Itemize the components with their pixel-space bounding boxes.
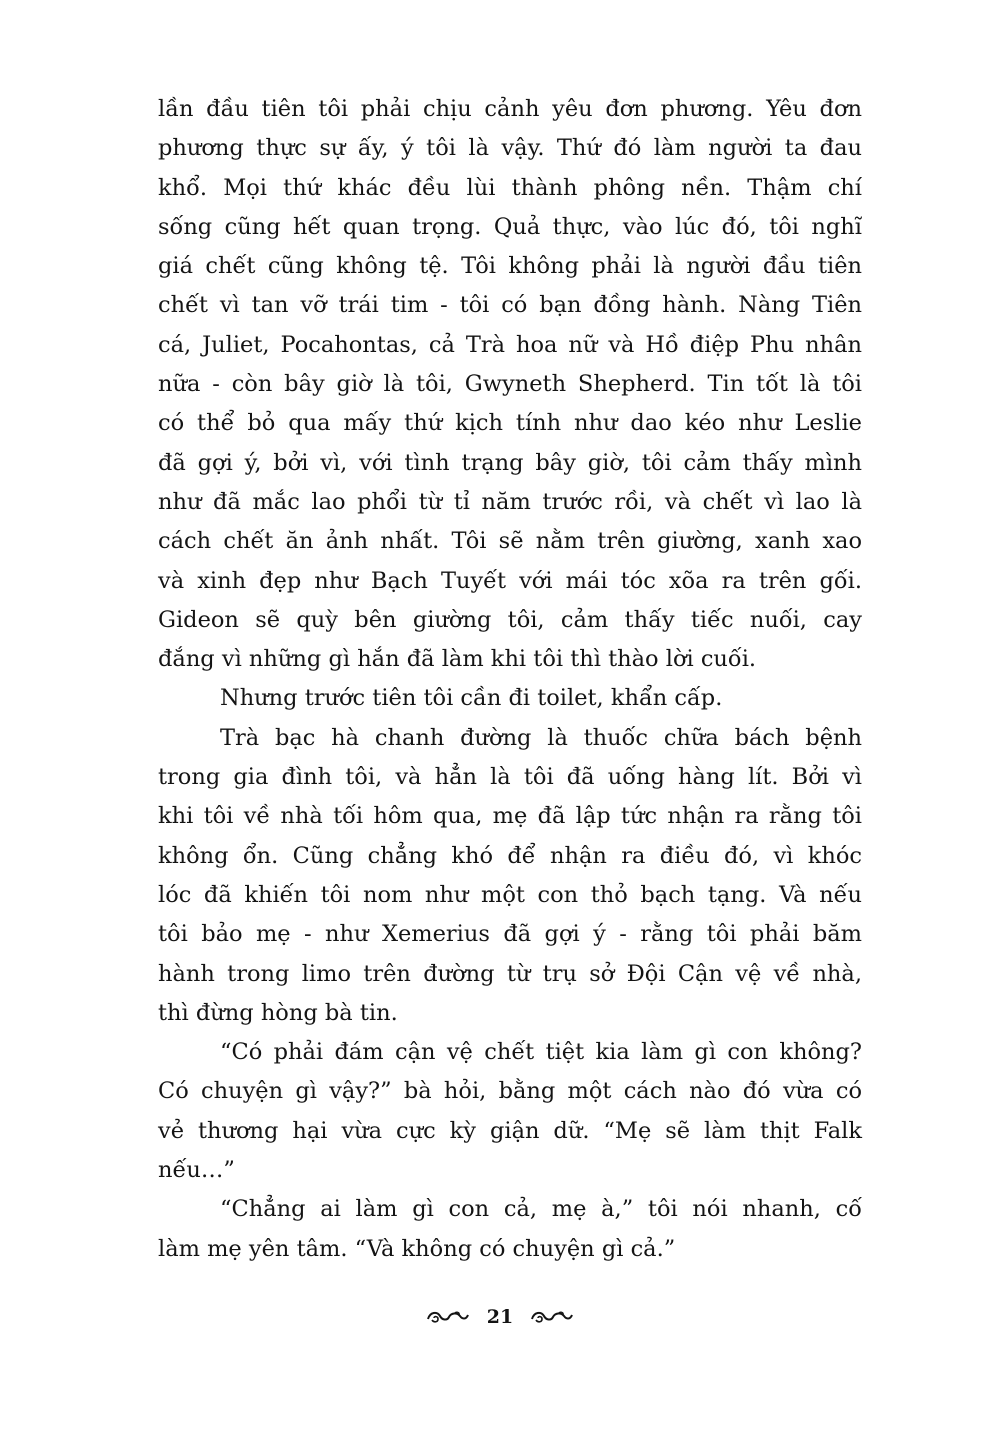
paragraph-first-line: “Có phải đám cận vệ chết tiệt kia làm gì con không? — [220, 1039, 862, 1066]
text-line: lần đầu tiên tôi phải chịu cảnh yêu đơn phương. Yêu đơn — [158, 96, 862, 122]
paragraph-first-line: Trà bạc hà chanh đường là thuốc chữa bách bệnh — [220, 724, 862, 751]
scroll-ornament-icon — [530, 1309, 574, 1325]
text-line: nữa - còn bây giờ là tôi, Gwyneth Shepherd. Tin tốt là tôi — [158, 371, 862, 398]
text-line: khi tôi về nhà tối hôm qua, mẹ đã lập tức nhận ra rằng tôi — [158, 803, 862, 830]
text-line: không ổn. Cũng chẳng khó để nhận ra điều đó, vì khóc — [158, 842, 862, 869]
text-line: đã gợi ý, bởi vì, với tình trạng bây giờ, tôi cảm thấy mình — [158, 449, 862, 476]
text-line: trong gia đình tôi, và hẳn là tôi đã uống hàng lít. Bởi vì — [158, 764, 862, 791]
text-line: tôi bảo mẹ - như Xemerius đã gợi ý - rằng tôi phải băm — [158, 921, 862, 948]
page-body — [158, 90, 862, 1269]
page-number: 21 — [486, 1306, 514, 1328]
paragraph-last-line: đắng vì những gì hắn đã làm khi tôi thì thào lời cuối. — [158, 646, 757, 673]
text-line: có thể bỏ qua mấy thứ kịch tính như dao kéo như Leslie — [158, 410, 862, 437]
paragraph-first-line: “Chẳng ai làm gì con cả, mẹ à,” tôi nói nhanh, cố — [220, 1196, 862, 1223]
text-line: lóc đã khiến tôi nom như một con thỏ bạch tạng. Và nếu — [158, 881, 862, 908]
paragraph-last-line: thì đừng hòng bà tin. — [158, 999, 398, 1026]
page-footer — [0, 1305, 1000, 1328]
text-line: chết vì tan vỡ trái tim - tôi có bạn đồng hành. Nàng Tiên — [158, 292, 862, 319]
text-line: vẻ thương hại vừa cực kỳ giận dữ. “Mẹ sẽ làm thịt Falk — [158, 1117, 862, 1144]
text-line: như đã mắc lao phổi từ tỉ năm trước rồi, và chết vì lao là — [158, 488, 862, 515]
text-line: cá, Juliet, Pocahontas, cả Trà hoa nữ và Hồ điệp Phu nhân — [158, 331, 862, 358]
text-line: Gideon sẽ quỳ bên giường tôi, cảm thấy tiếc nuối, cay — [158, 606, 862, 633]
text-line: giá chết cũng không tệ. Tôi không phải là người đầu tiên — [158, 253, 862, 280]
text-line: hành trong limo trên đường từ trụ sở Đội Cận vệ về nhà, — [158, 960, 862, 987]
paragraph-last-line: nếu…” — [158, 1157, 235, 1184]
paragraph-first-line: Nhưng trước tiên tôi cần đi toilet, khẩn cấp. — [220, 685, 723, 712]
text-line: phương thực sự ấy, ý tôi là vậy. Thứ đó làm người ta đau — [158, 135, 862, 162]
text-line: cách chết ăn ảnh nhất. Tôi sẽ nằm trên giường, xanh xao — [158, 528, 862, 555]
text-line: sống cũng hết quan trọng. Quả thực, vào lúc đó, tôi nghĩ — [158, 213, 862, 240]
text-line: khổ. Mọi thứ khác đều lùi thành phông nền. Thậm chí — [158, 174, 862, 201]
text-line: và xinh đẹp như Bạch Tuyết với mái tóc xõa ra trên gối. — [158, 567, 862, 594]
paragraph-last-line: làm mẹ yên tâm. “Và không có chuyện gì cả.” — [158, 1235, 676, 1262]
scroll-ornament-icon — [426, 1309, 470, 1325]
text-line: Có chuyện gì vậy?” bà hỏi, bằng một cách nào đó vừa có — [158, 1078, 862, 1105]
